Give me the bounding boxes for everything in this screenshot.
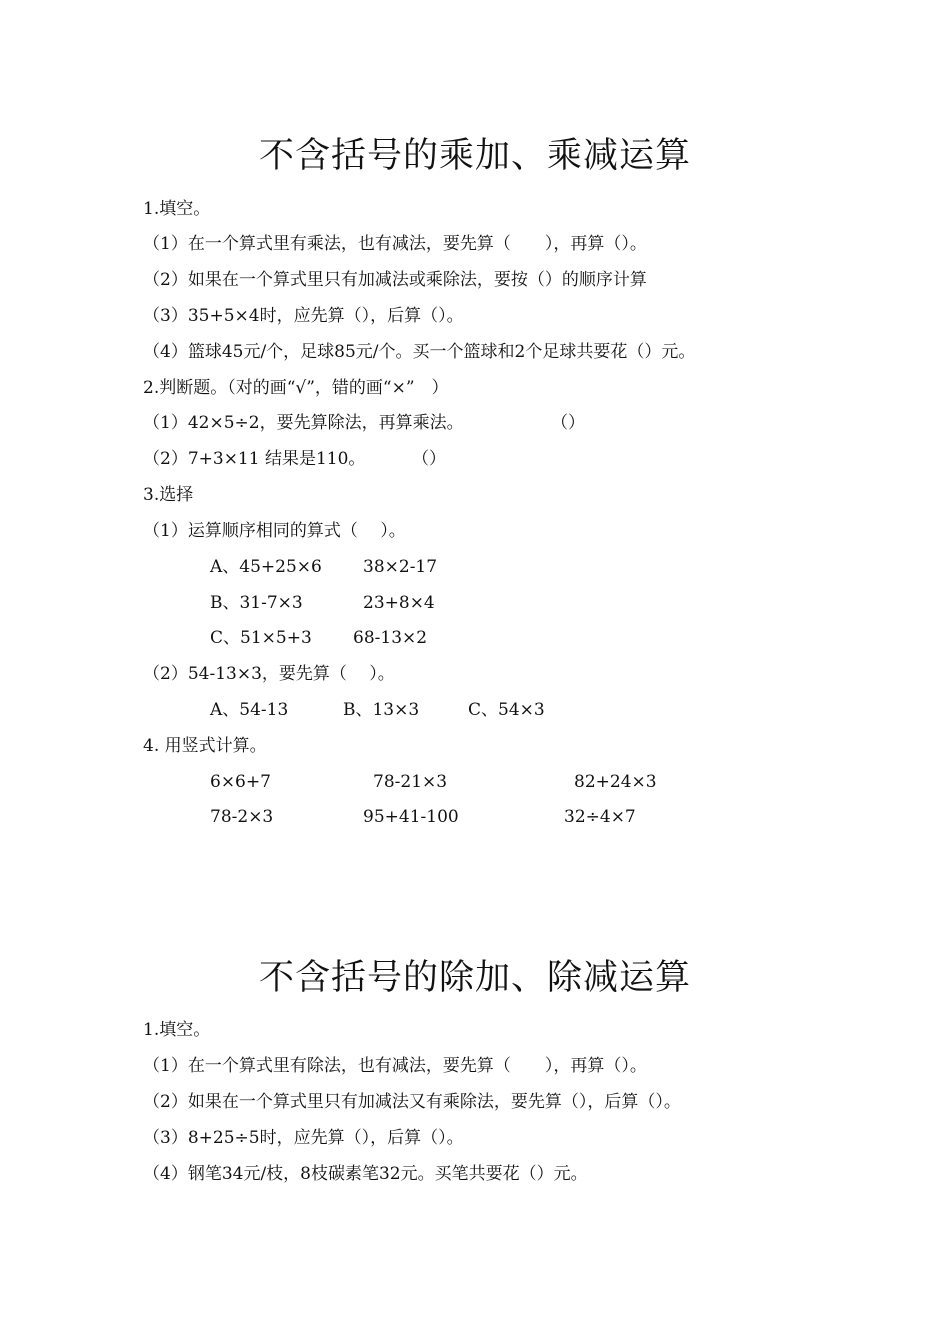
s1-q2-item-2-blank: （） — [412, 449, 446, 469]
s1-q3-option-c-pair: 68-13×2 — [353, 628, 428, 648]
s2-q1-item-3: （3）8+25÷5时，应先算（），后算（）。 — [143, 1128, 464, 1148]
s1-q2-heading: 2.判断题。（对的画“√”，错的画“×” ） — [143, 378, 449, 398]
s1-q1-item-2: （2）如果在一个算式里只有加减法或乘除法，要按（）的顺序计算 — [143, 270, 647, 290]
s1-q3-sub2-option-a: A、54-13 — [210, 700, 289, 720]
s1-q2-item-2: （2）7+3×11 结果是110。 — [143, 449, 366, 469]
s1-q1-item-3: （3）35+5×4时，应先算（），后算（）。 — [143, 306, 464, 326]
s1-q3-sub1-stem: （1）运算顺序相同的算式（ ）。 — [143, 521, 406, 541]
s1-q2-item-1-blank: （） — [551, 413, 585, 433]
s1-q4-expr-4: 78-2×3 — [210, 807, 274, 827]
s2-q1-item-1: （1）在一个算式里有除法，也有减法，要先算（ ），再算（）。 — [143, 1056, 647, 1076]
s1-q1-item-4: （4）篮球45元/个，足球85元/个。买一个篮球和2个足球共要花（）元。 — [143, 342, 696, 362]
s1-q3-heading: 3.选择 — [143, 485, 194, 505]
s1-q4-expr-1: 6×6+7 — [210, 772, 271, 792]
s2-q1-item-2: （2）如果在一个算式里只有加减法又有乘除法，要先算（），后算（）。 — [143, 1092, 681, 1112]
s1-q3-sub2-stem: （2）54-13×3，要先算（ ）。 — [143, 664, 395, 684]
s1-q3-sub2-option-b: B、13×3 — [343, 700, 420, 720]
s1-q3-option-a-pair: 38×2-17 — [363, 557, 438, 577]
s1-q3-option-c: C、51×5+3 — [210, 628, 312, 648]
s1-q3-option-a: A、45+25×6 — [210, 557, 322, 577]
s1-q4-expr-2: 78-21×3 — [373, 772, 448, 792]
s2-q1-item-4: （4）钢笔34元/枝，8枝碳素笔32元。买笔共要花（）元。 — [143, 1164, 588, 1184]
s1-q3-option-b: B、31-7×3 — [210, 593, 303, 613]
s1-q4-expr-6: 32÷4×7 — [564, 807, 636, 827]
s1-q1-heading: 1.填空。 — [143, 199, 211, 219]
s2-q1-heading: 1.填空。 — [143, 1020, 211, 1040]
s1-q3-sub2-option-c: C、54×3 — [468, 700, 545, 720]
section2-title: 不含括号的除加、除减运算 — [258, 958, 691, 998]
s1-q3-option-b-pair: 23+8×4 — [363, 593, 435, 613]
s1-q2-item-1: （1）42×5÷2，要先算除法，再算乘法。 — [143, 413, 464, 433]
s1-q4-expr-5: 95+41-100 — [363, 807, 459, 827]
s1-q4-heading: 4. 用竖式计算。 — [143, 736, 267, 756]
s1-q4-expr-3: 82+24×3 — [574, 772, 657, 792]
section1-title: 不含括号的乘加、乘减运算 — [258, 136, 691, 176]
s1-q1-item-1: （1）在一个算式里有乘法，也有减法，要先算（ ），再算（）。 — [143, 234, 647, 254]
